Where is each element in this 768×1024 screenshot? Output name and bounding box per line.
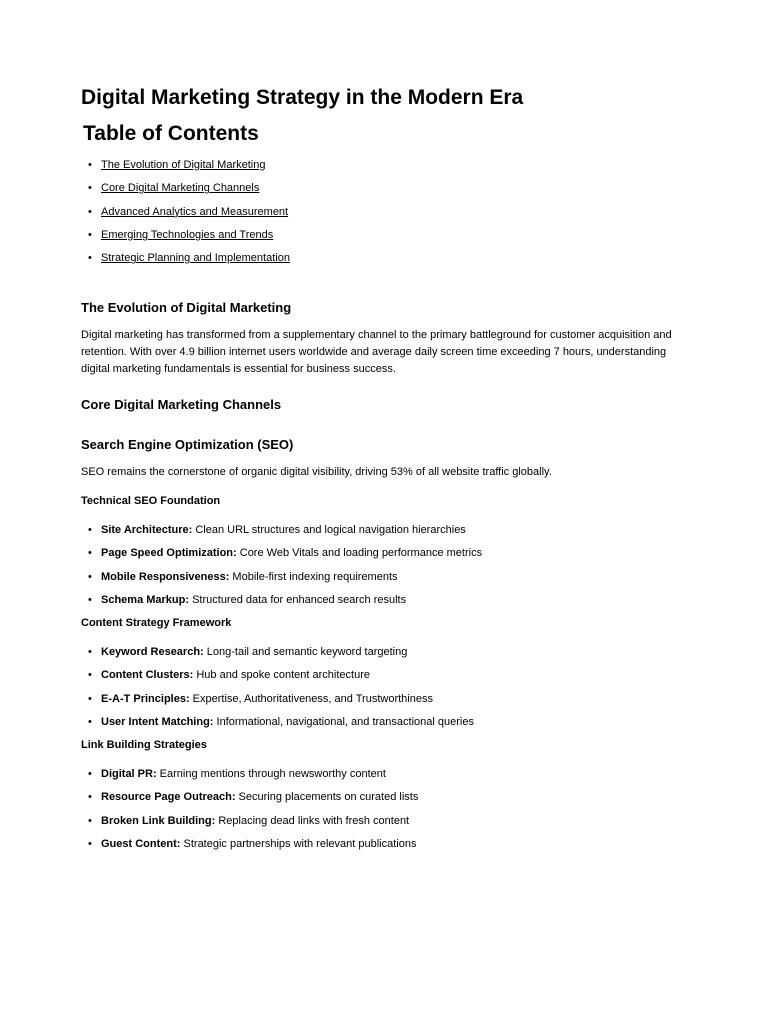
list-item bbox=[0, 814, 418, 837]
document-title: Digital Marketing Strategy in the Modern Era bbox=[81, 86, 524, 109]
bullet-icon: • bbox=[88, 159, 92, 171]
item-term: Resource Page Outreach: bbox=[101, 791, 236, 804]
subheading-link-building: Link Building Strategies bbox=[81, 739, 207, 751]
item-term: E-A-T Principles: bbox=[101, 692, 190, 705]
item-term: Keyword Research: bbox=[101, 646, 204, 658]
list-item bbox=[0, 715, 474, 738]
list-item bbox=[0, 692, 474, 715]
toc-item bbox=[0, 158, 290, 181]
toc-item bbox=[0, 251, 290, 274]
item-description: Replacing dead links with fresh content bbox=[215, 814, 410, 827]
evolution-paragraph: Digital marketing has transformed from a supplementary channel to the primary battleground for customer acquisition and retention. With over 4.9 billion internet users worldwide and average daily screen time exceeding 7 hours, understanding digital marketing fundamentals is essential for business success. bbox=[81, 329, 672, 375]
item-description: Securing placements on curated lists bbox=[235, 791, 419, 804]
toc-link-channels[interactable]: Core Digital Marketing Channels bbox=[101, 182, 260, 195]
bullet-icon: • bbox=[88, 205, 92, 218]
item-description: Structured data for enhanced search results bbox=[189, 593, 407, 606]
item-description: Hub and spoke content architecture bbox=[193, 669, 371, 682]
bullet-icon: • bbox=[88, 182, 92, 195]
item-description: Core Web Vitals and loading performance metrics bbox=[236, 547, 483, 560]
toc-link-emerging[interactable]: Emerging Technologies and Trends bbox=[101, 228, 274, 241]
item-term: User Intent Matching: bbox=[101, 715, 214, 728]
table-of-contents bbox=[0, 158, 290, 274]
toc-link-evolution[interactable]: The Evolution of Digital Marketing bbox=[101, 159, 266, 171]
toc-link-planning[interactable]: Strategic Planning and Implementation bbox=[101, 252, 290, 265]
toc-link-analytics[interactable]: Advanced Analytics and Measurement bbox=[101, 205, 289, 218]
list-item bbox=[0, 546, 482, 569]
list-item bbox=[0, 790, 418, 813]
item-description: Expertise, Authoritativeness, and Trustworthiness bbox=[189, 692, 433, 705]
item-description: Mobile-first indexing requirements bbox=[229, 570, 398, 583]
bullet-icon: • bbox=[88, 692, 92, 705]
item-term: Digital PR: bbox=[101, 768, 157, 780]
content-strategy-list bbox=[0, 645, 474, 738]
bullet-icon: • bbox=[88, 252, 92, 265]
list-item bbox=[0, 645, 474, 668]
list-item bbox=[0, 668, 474, 691]
bullet-icon: • bbox=[88, 570, 92, 583]
item-description: Clean URL structures and logical navigation hierarchies bbox=[192, 524, 466, 536]
item-term: Content Clusters: bbox=[101, 669, 194, 682]
bullet-icon: • bbox=[88, 593, 92, 606]
bullet-icon: • bbox=[88, 791, 92, 804]
list-item bbox=[0, 570, 482, 593]
list-item bbox=[0, 593, 482, 616]
bullet-icon: • bbox=[88, 814, 92, 827]
toc-item bbox=[0, 228, 290, 251]
link-building-list bbox=[0, 767, 418, 860]
item-term: Guest Content: bbox=[101, 837, 181, 850]
bullet-icon: • bbox=[88, 646, 92, 658]
bullet-icon: • bbox=[88, 228, 92, 241]
item-description: Strategic partnerships with relevant publications bbox=[180, 837, 417, 850]
item-term: Page Speed Optimization: bbox=[101, 547, 237, 560]
section-heading-channels: Core Digital Marketing Channels bbox=[81, 397, 282, 412]
technical-seo-list bbox=[0, 523, 482, 616]
item-term: Schema Markup: bbox=[101, 593, 190, 606]
item-term: Site Architecture: bbox=[101, 524, 193, 536]
seo-intro-paragraph: SEO remains the cornerstone of organic digital visibility, driving 53% of all website traffic globally. bbox=[81, 466, 552, 478]
bullet-icon: • bbox=[88, 715, 92, 728]
subheading-content-strategy: Content Strategy Framework bbox=[81, 617, 232, 629]
section-heading-seo: Search Engine Optimization (SEO) bbox=[81, 437, 294, 452]
item-description: Earning mentions through newsworthy content bbox=[156, 768, 386, 780]
item-term: Broken Link Building: bbox=[101, 814, 216, 827]
list-item bbox=[0, 837, 418, 860]
list-item bbox=[0, 767, 418, 790]
list-item bbox=[0, 523, 482, 546]
toc-item bbox=[0, 181, 290, 204]
bullet-icon: • bbox=[88, 524, 92, 536]
bullet-icon: • bbox=[88, 768, 92, 780]
toc-title: Table of Contents bbox=[83, 122, 259, 145]
bullet-icon: • bbox=[88, 669, 92, 682]
bullet-icon: • bbox=[88, 547, 92, 560]
item-description: Informational, navigational, and transactional queries bbox=[213, 715, 474, 728]
subheading-technical-seo: Technical SEO Foundation bbox=[81, 495, 221, 507]
item-description: Long-tail and semantic keyword targeting bbox=[203, 646, 408, 658]
bullet-icon: • bbox=[88, 837, 92, 850]
item-term: Mobile Responsiveness: bbox=[101, 570, 230, 583]
toc-item bbox=[0, 205, 290, 228]
section-heading-evolution: The Evolution of Digital Marketing bbox=[81, 300, 292, 315]
